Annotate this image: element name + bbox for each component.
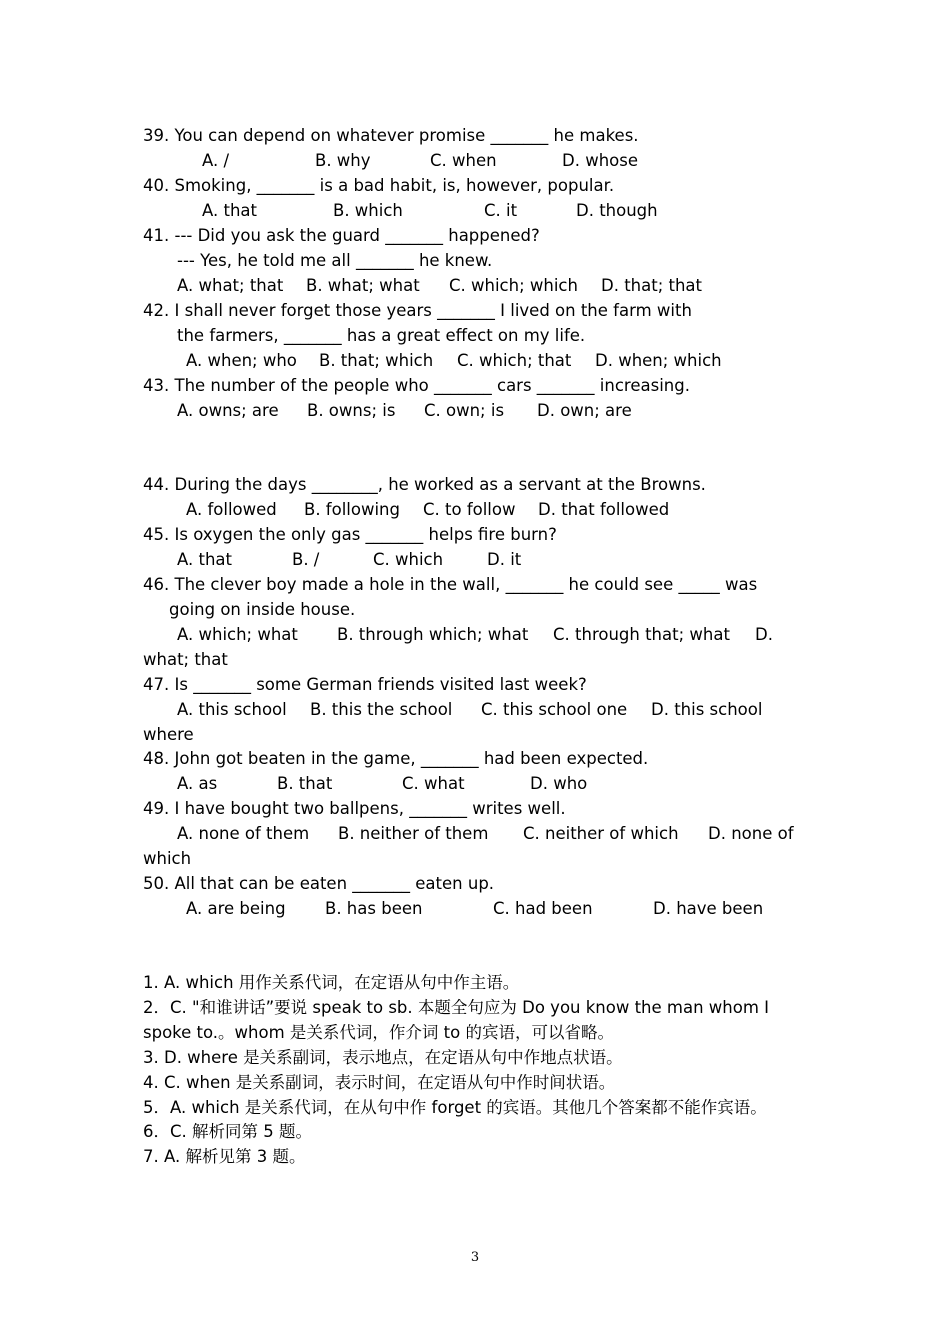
question-46-option-c: C. through that; what [553, 625, 730, 644]
question-41-option-c: C. which; which [449, 276, 578, 295]
question-49-option-d-wrap: which [143, 849, 192, 868]
answer-line-1: 1. A. which 用作关系代词，在定语从句中作主语。 [143, 973, 520, 992]
question-50-stem: 50. All that can be eaten _______ eaten up. [143, 874, 495, 893]
question-43-option-b: B. owns; is [307, 401, 396, 420]
question-49-option-a: A. none of them [177, 824, 310, 843]
question-47-option-a: A. this school [177, 700, 287, 719]
question-48-option-c: C. what [402, 774, 465, 793]
question-41-stem: 41. --- Did you ask the guard _______ happened? [143, 226, 540, 245]
question-39-option-a: A. / [202, 151, 230, 170]
question-42-option-c: C. which; that [457, 351, 572, 370]
question-41-stem-line-2: --- Yes, he told me all _______ he knew. [177, 251, 493, 270]
question-44-option-c: C. to follow [423, 500, 516, 519]
answer-line-2: 2．C. "和谁讲话”要说 speak to sb. 本题全句应为 Do you know the man whom I [143, 998, 770, 1017]
question-45-stem: 45. Is oxygen the only gas _______ helps fire burn? [143, 525, 557, 544]
question-43-option-c: C. own; is [424, 401, 505, 420]
question-39-option-b: B. why [315, 151, 371, 170]
question-42-stem: 42. I shall never forget those years _______ I lived on the farm with [143, 301, 692, 320]
question-48-stem: 48. John got beaten in the game, _______ had been expected. [143, 749, 649, 768]
page-number: 3 [470, 1250, 480, 1265]
question-44-option-a: A. followed [186, 500, 277, 519]
question-41-option-b: B. what; what [306, 276, 420, 295]
question-45-option-a: A. that [177, 550, 232, 569]
question-49-option-c: C. neither of which [523, 824, 679, 843]
question-46-option-d: D. [755, 625, 773, 644]
question-41-option-d: D. that; that [601, 276, 703, 295]
question-40-stem: 40. Smoking, _______ is a bad habit, is, however, popular. [143, 176, 615, 195]
question-43-stem: 43. The number of the people who _______ cars _______ increasing. [143, 376, 690, 395]
question-44-option-d: D. that followed [538, 500, 670, 519]
question-44-option-b: B. following [304, 500, 400, 519]
question-40-option-a: A. that [202, 201, 257, 220]
answer-line-5: 5．A. which 是关系代词，在从句中作 forget 的宾语。其他几个答案都不能作宾语。 [143, 1098, 767, 1117]
question-46-stem: 46. The clever boy made a hole in the wall, _______ he could see _____ was [143, 575, 758, 594]
answer-line-2-continued: spoke to.。whom 是关系代词，作介词 to 的宾语，可以省略。 [143, 1023, 614, 1042]
question-47-option-c: C. this school one [481, 700, 628, 719]
question-47-option-b: B. this the school [310, 700, 453, 719]
question-47-stem: 47. Is _______ some German friends visited last week? [143, 675, 587, 694]
question-39-option-c: C. when [430, 151, 497, 170]
answer-line-3: 3. D. where 是关系副词，表示地点，在定语从句中作地点状语。 [143, 1048, 623, 1067]
question-40-option-b: B. which [333, 201, 403, 220]
question-50-option-d: D. have been [653, 899, 764, 918]
question-41-option-a: A. what; that [177, 276, 284, 295]
question-48-option-a: A. as [177, 774, 218, 793]
question-42-stem-line-2: the farmers, _______ has a great effect on my life. [177, 326, 586, 345]
question-44-stem: 44. During the days ________, he worked as a servant at the Browns. [143, 475, 706, 494]
question-40-option-c: C. it [484, 201, 518, 220]
question-42-option-a: A. when; who [186, 351, 297, 370]
question-43-option-d: D. own; are [537, 401, 632, 420]
question-45-option-c: C. which [373, 550, 444, 569]
answer-line-7: 7. A. 解析见第 3 题。 [143, 1147, 306, 1166]
question-39-option-d: D. whose [562, 151, 638, 170]
question-46-option-b: B. through which; what [337, 625, 529, 644]
question-50-option-b: B. has been [325, 899, 423, 918]
answer-line-6: 6．C. 解析同第 5 题。 [143, 1122, 312, 1141]
question-47-option-d-wrap: where [143, 725, 194, 744]
question-46-option-d-wrap: what; that [143, 650, 228, 669]
question-39-stem: 39. You can depend on whatever promise _______ he makes. [143, 126, 639, 145]
question-43-option-a: A. owns; are [177, 401, 279, 420]
question-49-stem: 49. I have bought two ballpens, _______ writes well. [143, 799, 566, 818]
question-42-option-d: D. when; which [595, 351, 722, 370]
question-48-option-d: D. who [530, 774, 588, 793]
question-48-option-b: B. that [277, 774, 333, 793]
question-46-option-a: A. which; what [177, 625, 298, 644]
question-49-option-d: D. none of [708, 824, 794, 843]
question-45-option-d: D. it [487, 550, 522, 569]
question-50-option-a: A. are being [186, 899, 286, 918]
question-45-option-b: B. / [292, 550, 320, 569]
question-42-option-b: B. that; which [319, 351, 434, 370]
question-46-stem-line-2: going on inside house. [169, 600, 356, 619]
question-49-option-b: B. neither of them [338, 824, 489, 843]
answer-line-4: 4. C. when 是关系副词，表示时间，在定语从句中作时间状语。 [143, 1073, 616, 1092]
question-47-option-d: D. this school [651, 700, 763, 719]
question-40-option-d: D. though [576, 201, 658, 220]
question-50-option-c: C. had been [493, 899, 593, 918]
